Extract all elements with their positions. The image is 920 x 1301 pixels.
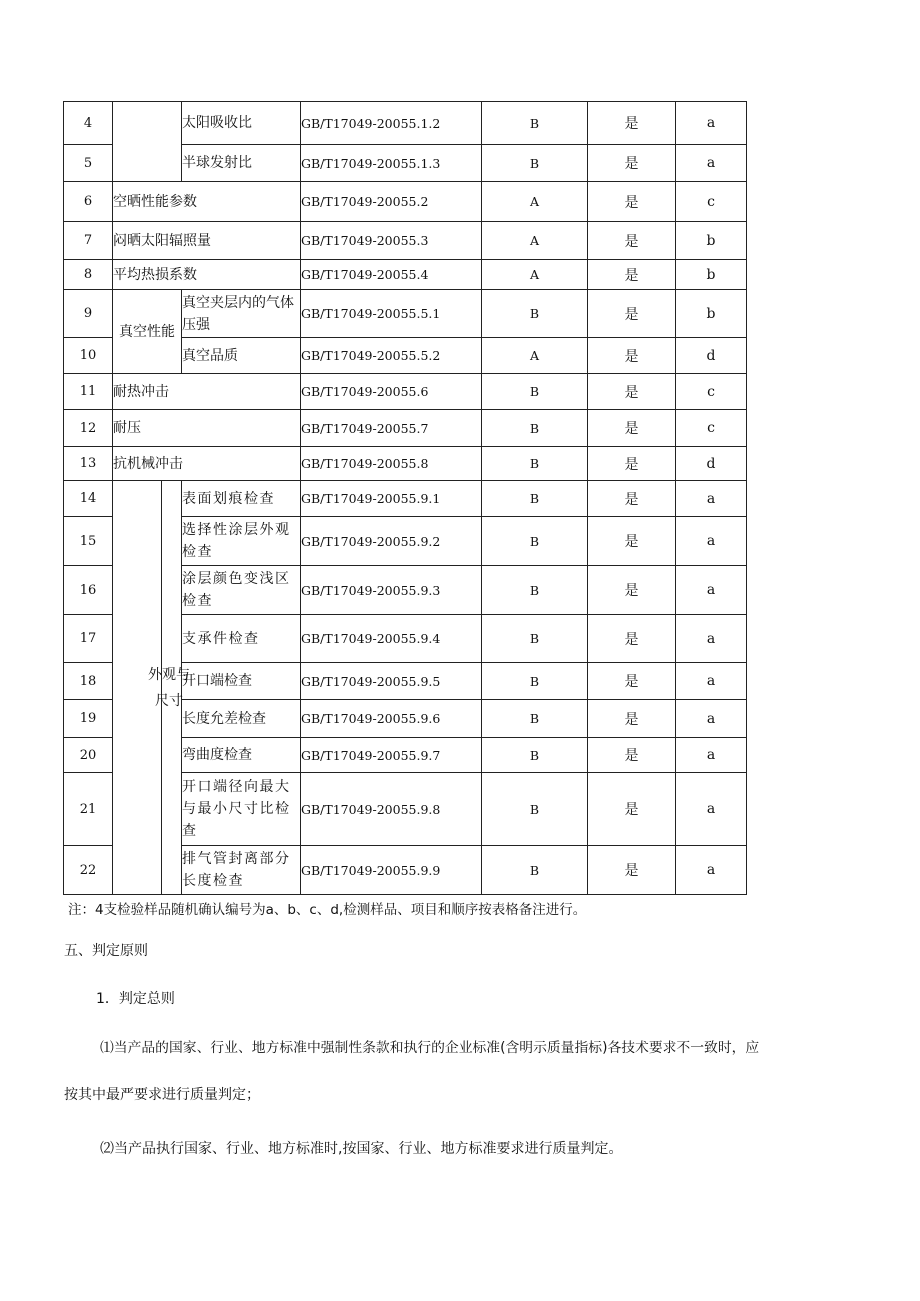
- group-label: 外观与尺寸: [148, 666, 190, 709]
- required-flag: 是: [588, 846, 676, 895]
- sample-id: a: [676, 517, 747, 566]
- category-level: B: [482, 290, 588, 338]
- item-name: 排气管封离部分长度检查: [182, 846, 301, 895]
- required-flag: 是: [588, 338, 676, 374]
- required-flag: 是: [588, 260, 676, 290]
- sample-id: d: [676, 447, 747, 481]
- category-level: B: [482, 517, 588, 566]
- standard-clause: GB/T17049-20055.9.1: [301, 481, 482, 517]
- standard-clause: GB/T17049-20055.8: [301, 447, 482, 481]
- item-name: 真空品质: [182, 338, 301, 374]
- standard-clause: GB/T17049-20055.1.2: [301, 102, 482, 145]
- table-row: [64, 481, 747, 517]
- sub-title: 1．判定总则: [96, 991, 175, 1007]
- required-flag: 是: [588, 447, 676, 481]
- item-name: 闷晒太阳辐照量: [113, 222, 301, 260]
- sample-id: a: [676, 102, 747, 145]
- category-level: B: [482, 615, 588, 663]
- standard-clause: GB/T17049-20055.9.2: [301, 517, 482, 566]
- sample-id: b: [676, 222, 747, 260]
- category-level: B: [482, 481, 588, 517]
- table-row: [64, 447, 747, 481]
- item-name: 耐压: [113, 410, 301, 447]
- table-row: [64, 222, 747, 260]
- standard-clause: GB/T17049-20055.3: [301, 222, 482, 260]
- required-flag: 是: [588, 566, 676, 615]
- sample-id: c: [676, 410, 747, 447]
- paragraph-1-line-1: ⑴当产品的国家、行业、地方标准中强制性条款和执行的企业标准(含明示质量指标)各技术要求不一致时，应: [100, 1040, 760, 1056]
- row-number: 14: [64, 481, 113, 517]
- group-cell: [148, 481, 190, 895]
- required-flag: 是: [588, 663, 676, 700]
- sample-id: a: [676, 566, 747, 615]
- sample-id: c: [676, 374, 747, 410]
- required-flag: 是: [588, 517, 676, 566]
- required-flag: 是: [588, 410, 676, 447]
- row-number: 22: [64, 846, 113, 895]
- item-name: 空晒性能参数: [113, 182, 301, 222]
- item-name: 涂层颜色变浅区检查: [182, 566, 301, 615]
- category-level: A: [482, 338, 588, 374]
- item-name: 开口端径向最大与最小尺寸比检查: [182, 773, 301, 846]
- row-number: 19: [64, 700, 113, 738]
- row-number: 7: [64, 222, 113, 260]
- required-flag: 是: [588, 182, 676, 222]
- standard-clause: GB/T17049-20055.9.5: [301, 663, 482, 700]
- row-number: 4: [64, 102, 113, 145]
- category-level: B: [482, 447, 588, 481]
- standard-clause: GB/T17049-20055.9.3: [301, 566, 482, 615]
- category-level: A: [482, 222, 588, 260]
- standard-clause: GB/T17049-20055.7: [301, 410, 482, 447]
- category-level: B: [482, 145, 588, 182]
- standard-clause: GB/T17049-20055.6: [301, 374, 482, 410]
- item-name: 支承件检查: [182, 615, 301, 663]
- required-flag: 是: [588, 481, 676, 517]
- required-flag: 是: [588, 145, 676, 182]
- row-number: 17: [64, 615, 113, 663]
- required-flag: 是: [588, 700, 676, 738]
- required-flag: 是: [588, 290, 676, 338]
- standard-clause: GB/T17049-20055.1.3: [301, 145, 482, 182]
- row-number: 10: [64, 338, 113, 374]
- required-flag: 是: [588, 615, 676, 663]
- category-level: A: [482, 260, 588, 290]
- sample-id: d: [676, 338, 747, 374]
- row-number: 15: [64, 517, 113, 566]
- row-number: 11: [64, 374, 113, 410]
- item-name: 半球发射比: [182, 145, 301, 182]
- item-name: 抗机械冲击: [113, 447, 301, 481]
- sample-id: a: [676, 663, 747, 700]
- item-name: 开口端检查: [182, 663, 301, 700]
- standard-clause: GB/T17049-20055.9.7: [301, 738, 482, 773]
- row-number: 9: [64, 290, 113, 338]
- standard-clause: GB/T17049-20055.5.2: [301, 338, 482, 374]
- standard-clause: GB/T17049-20055.9.8: [301, 773, 482, 846]
- category-level: B: [482, 374, 588, 410]
- item-name: 太阳吸收比: [182, 102, 301, 145]
- table-row: [64, 102, 747, 145]
- table-row: [64, 182, 747, 222]
- standard-clause: GB/T17049-20055.9.6: [301, 700, 482, 738]
- paragraph-2: ⑵当产品执行国家、行业、地方标准时,按国家、行业、地方标准要求进行质量判定。: [100, 1141, 623, 1157]
- sample-id: b: [676, 260, 747, 290]
- category-level: B: [482, 410, 588, 447]
- category-level: B: [482, 700, 588, 738]
- item-name: 长度允差检查: [182, 700, 301, 738]
- required-flag: 是: [588, 738, 676, 773]
- sample-id: a: [676, 145, 747, 182]
- sample-id: a: [676, 773, 747, 846]
- required-flag: 是: [588, 102, 676, 145]
- row-number: 18: [64, 663, 113, 700]
- required-flag: 是: [588, 374, 676, 410]
- category-level: B: [482, 102, 588, 145]
- standard-clause: GB/T17049-20055.9.9: [301, 846, 482, 895]
- item-name: 平均热损系数: [113, 260, 301, 290]
- sample-id: a: [676, 481, 747, 517]
- row-number: 13: [64, 447, 113, 481]
- sample-id: a: [676, 738, 747, 773]
- required-flag: 是: [588, 222, 676, 260]
- item-name: 选择性涂层外观检查: [182, 517, 301, 566]
- sample-id: a: [676, 700, 747, 738]
- row-number: 12: [64, 410, 113, 447]
- standard-clause: GB/T17049-20055.2: [301, 182, 482, 222]
- sample-id: b: [676, 290, 747, 338]
- row-number: 21: [64, 773, 113, 846]
- category-level: A: [482, 182, 588, 222]
- row-number: 8: [64, 260, 113, 290]
- category-level: B: [482, 663, 588, 700]
- section-title: 五、判定原则: [64, 943, 148, 959]
- table-row: [64, 410, 747, 447]
- standard-clause: GB/T17049-20055.9.4: [301, 615, 482, 663]
- standard-clause: GB/T17049-20055.4: [301, 260, 482, 290]
- item-name: 表面划痕检查: [182, 481, 301, 517]
- paragraph-1-line-2: 按其中最严要求进行质量判定；: [64, 1087, 260, 1103]
- table-row: [64, 374, 747, 410]
- table-note: 注：4支检验样品随机确认编号为a、b、c、d,检测样品、项目和顺序按表格备注进行。: [68, 902, 587, 918]
- item-name: 耐热冲击: [113, 374, 301, 410]
- row-number: 5: [64, 145, 113, 182]
- row-number: 20: [64, 738, 113, 773]
- item-name: 真空夹层内的气体压强: [182, 290, 301, 338]
- row-number: 6: [64, 182, 113, 222]
- sample-id: c: [676, 182, 747, 222]
- category-level: B: [482, 566, 588, 615]
- required-flag: 是: [588, 773, 676, 846]
- category-level: B: [482, 846, 588, 895]
- group-cell: 真空性能: [113, 290, 182, 374]
- category-level: B: [482, 738, 588, 773]
- standard-clause: GB/T17049-20055.5.1: [301, 290, 482, 338]
- table-row: [64, 290, 747, 338]
- sample-id: a: [676, 615, 747, 663]
- inspection-table: [63, 101, 747, 895]
- item-name: 弯曲度检查: [182, 738, 301, 773]
- category-level: B: [482, 773, 588, 846]
- sample-id: a: [676, 846, 747, 895]
- group-cell: [113, 102, 182, 182]
- row-number: 16: [64, 566, 113, 615]
- table-row: [64, 260, 747, 290]
